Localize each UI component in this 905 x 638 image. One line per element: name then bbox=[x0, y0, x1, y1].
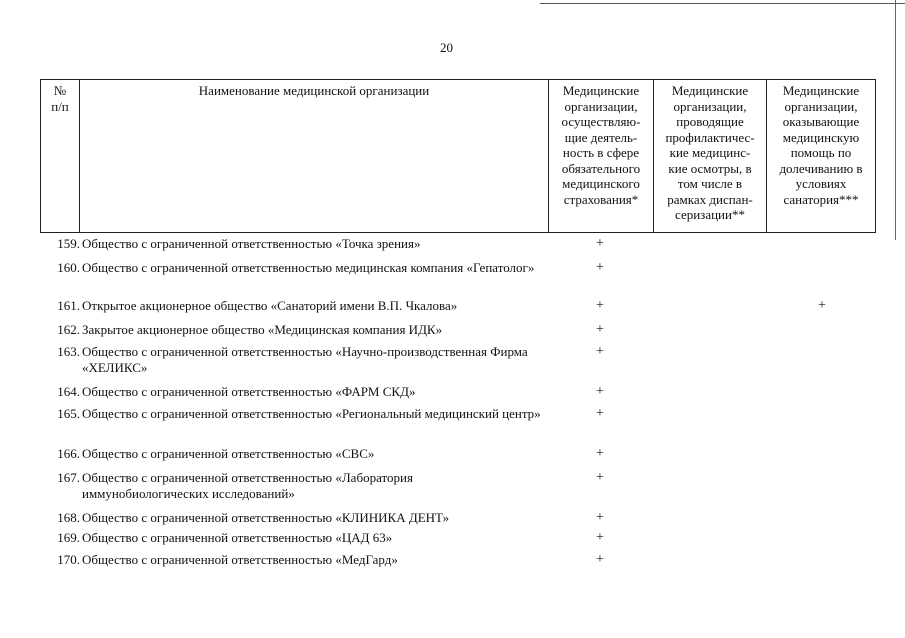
oms-mark: + bbox=[596, 384, 604, 399]
row-number: 159. bbox=[57, 236, 80, 251]
oms-mark: + bbox=[596, 406, 604, 421]
sanatorium-mark: + bbox=[818, 298, 826, 313]
oms-mark: + bbox=[596, 446, 604, 461]
oms-mark: + bbox=[596, 236, 604, 251]
organization-name: Общество с ограниченной ответственностью «Лаборатория иммунобиологических исследований» bbox=[82, 470, 413, 501]
organization-name: Общество с ограниченной ответственностью «Точка зрения» bbox=[82, 236, 421, 251]
oms-mark: + bbox=[596, 322, 604, 337]
row-number: 164. bbox=[57, 384, 80, 399]
organization-name: Открытое акционерное общество «Санаторий имени В.П. Чкалова» bbox=[82, 298, 458, 313]
organization-name: Общество с ограниченной ответственностью «Научно-производственная Фирма «ХЕЛИКС» bbox=[82, 344, 528, 375]
row-number: 162. bbox=[57, 322, 80, 337]
oms-mark: + bbox=[596, 552, 604, 567]
scan-edge-top bbox=[540, 3, 905, 4]
oms-mark: + bbox=[596, 530, 604, 545]
header-num: № п/п bbox=[40, 79, 80, 233]
oms-mark: + bbox=[596, 470, 604, 485]
row-number: 161. bbox=[57, 298, 80, 313]
organization-name: Общество с ограниченной ответственностью «МедГард» bbox=[82, 552, 398, 567]
organization-name: Общество с ограниченной ответственностью медицинская компания «Гепатолог» bbox=[82, 260, 535, 275]
scan-edge-right bbox=[895, 0, 896, 240]
row-number: 170. bbox=[57, 552, 80, 567]
row-number: 163. bbox=[57, 344, 80, 359]
page-number: 20 bbox=[440, 40, 453, 55]
row-number: 168. bbox=[57, 510, 80, 525]
organization-name: Общество с ограниченной ответственностью «ФАРМ СКД» bbox=[82, 384, 416, 399]
organization-name: Общество с ограниченной ответственностью «КЛИНИКА ДЕНТ» bbox=[82, 510, 450, 525]
oms-mark: + bbox=[596, 344, 604, 359]
row-number: 169. bbox=[57, 530, 80, 545]
oms-mark: + bbox=[596, 298, 604, 313]
header-oms: Медицинские организации, осуществляю- щие деятель- ность в сфере обязательного медицинского страхования* bbox=[548, 79, 654, 233]
row-number: 165. bbox=[57, 406, 80, 421]
organization-name: Общество с ограниченной ответственностью «ЦАД 63» bbox=[82, 530, 393, 545]
row-number: 160. bbox=[57, 260, 80, 275]
header-name: Наименование медицинской организации bbox=[79, 79, 549, 233]
organization-name: Общество с ограниченной ответственностью «Региональный медицинский центр» bbox=[82, 406, 541, 421]
row-number: 167. bbox=[57, 470, 80, 485]
header-prophylactic: Медицинские организации, проводящие профилактичес- кие медицинс- кие осмотры, в том числе в рамках диспан- серизации** bbox=[653, 79, 767, 233]
header-sanatorium: Медицинские организации, оказывающие медицинскую помощь по долечиванию в условиях санатория*** bbox=[766, 79, 876, 233]
row-number: 166. bbox=[57, 446, 80, 461]
oms-mark: + bbox=[596, 260, 604, 275]
organization-name: Закрытое акционерное общество «Медицинская компания ИДК» bbox=[82, 322, 443, 337]
oms-mark: + bbox=[596, 510, 604, 525]
organization-name: Общество с ограниченной ответственностью «СВС» bbox=[82, 446, 375, 461]
